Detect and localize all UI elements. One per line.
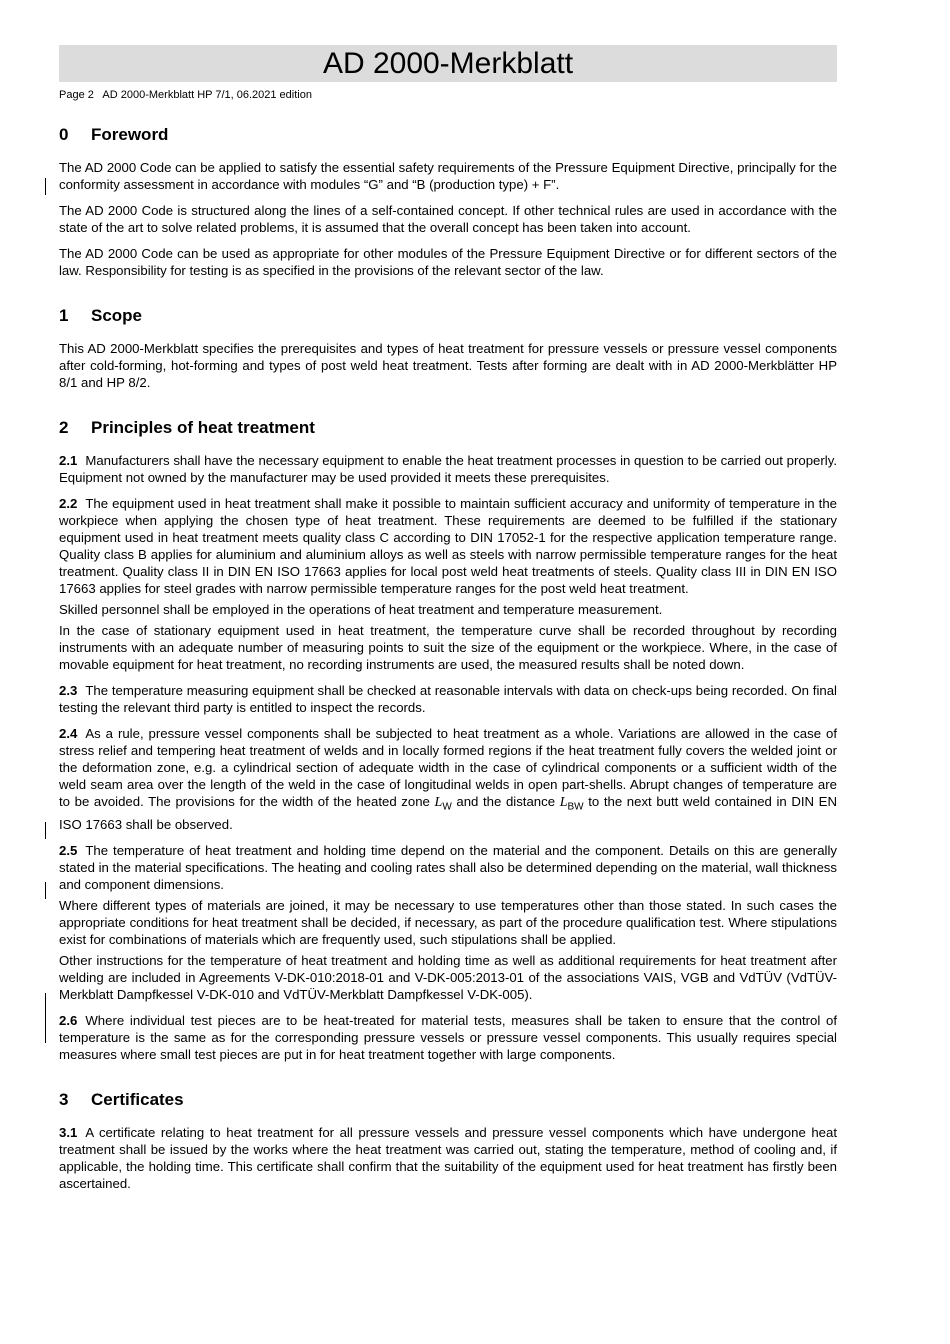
clause-2-1: 2.1 Manufacturers shall have the necessary equipment to enable the heat treatment processes in question to be carried out properly. Equipment not owned by the manufacturer may be used provided it meets these prerequisites. [59, 453, 837, 485]
section-foreword [59, 124, 837, 279]
section-heading: 0 Foreword [59, 125, 169, 144]
change-bar [45, 178, 46, 195]
clause-2-4: 2.4 As a rule, pressure vessel components shall be subjected to heat treatment as a whole. Variations are allowed in the case of stress relief and tempering heat treatment of welds and in locally formed regions if the heat treatment fully covers the welded joint or the deformation zone, e.g. a cylindrical section of adequate width in the case of cylindrical components or a sufficient width of the weld seam area over the length of the weld in the case of longitudinal welds in open part-shells. Abrupt changes of temperature are to be avoided. The provisions for the width of the heated zone $L_W$ and the distance $L_{BW}$ to the next butt weld contained in DIN EN ISO 17663 shall be observed. [59, 726, 837, 832]
section-heading: 3 Certificates [59, 1089, 184, 1109]
document-body [59, 124, 837, 1211]
clause-2-3: 2.3 The temperature measuring equipment shall be checked at reasonable intervals with data on check-ups being recorded. On final testing the relevant third party is entitled to inspect the records. [59, 683, 837, 715]
paragraph: The AD 2000 Code can be applied to satisfy the essential safety requirements of the Pressure Equipment Directive, principally for the conformity assessment in accordance with modules “G” and “B (production type) + F”. [59, 160, 837, 192]
symbol-l: L [559, 795, 568, 810]
paragraph: Skilled personnel shall be employed in the operations of heat treatment and temperature measurement. [59, 602, 663, 617]
section-certificates [59, 1089, 837, 1192]
clause-2-5: 2.5 The temperature of heat treatment and holding time depend on the material and the component. Details on this are generally stated in the material specifications. The heating and cooling rates shall also be determined depending on the material, wall thickness and component dimensions. [59, 842, 837, 892]
paragraph: The AD 2000 Code can be used as appropriate for other modules of the Pressure Equipment Directive or for different sectors of the law. Responsibility for testing is as specified in the provisions of the relevant sector of the law. [59, 246, 837, 278]
change-bar [45, 993, 46, 1043]
paragraph: In the case of stationary equipment used in heat treatment, the temperature curve shall be recorded throughout by recording instruments with an adequate number of measuring points to suit the size of the equipment or the workpiece. Where, in the case of movable equipment for heat treatment, no recording instruments are used, the measured results shall be noted down. [59, 623, 837, 672]
page-info: Page 2 AD 2000-Merkblatt HP 7/1, 06.2021 edition [59, 89, 312, 101]
paragraph: This AD 2000-Merkblatt specifies the prerequisites and types of heat treatment for pressure vessels or pressure vessel components after cold-forming, hot-forming and types of post weld heat treatment. Tests after forming are dealt with in AD 2000-Merkblätter HP 8/1 and HP 8/2. [59, 341, 837, 390]
paragraph: Where different types of materials are joined, it may be necessary to use temperatures other than those stated. In such cases the appropriate conditions for heat treatment shall be decided, if necessary, as part of the procedure qualification test. Where stipulations exist for combinations of materials which are frequently used, such stipulations shall be applied. [59, 897, 837, 947]
paragraph: Other instructions for the temperature of heat treatment and holding time as well as additional requirements for heat treatment after welding are included in Agreements V-DK-010:2018-01 and V-DK-005:2013-01 of the associations VAIS, VGB and VdTÜV (VdTÜV-Merkblatt Dampfkessel V-DK-010 and VdTÜV-Merkblatt Dampfkessel V-DK-005). [59, 952, 837, 1002]
symbol-l: L [434, 795, 443, 810]
change-bar [45, 822, 46, 839]
paragraph: The AD 2000 Code is structured along the lines of a self-contained concept. If other technical rules are used in accordance with the state of the art to solve related problems, it is assumed that the overall concept has been taken into account. [59, 203, 837, 235]
document-title: AD 2000-Merkblatt [59, 45, 837, 82]
section-heading: 1 Scope [59, 306, 143, 325]
clause-2-6: 2.6 Where individual test pieces are to be heat-treated for material tests, measures shall be taken to ensure that the control of temperature is the same as for the corresponding pressure vessels or pressure vessel components. This usually requires special measures where small test pieces are put in for heat treatment together with large components. [59, 1012, 837, 1062]
section-scope [59, 305, 837, 391]
section-principles [59, 417, 837, 1063]
section-heading: 2 Principles of heat treatment [59, 418, 315, 437]
clause-3-1: 3.1 A certificate relating to heat treatment for all pressure vessels and pressure vessel components which have undergone heat treatment shall be issued by the works where the heat treatment was carried out, stating the temperature, method of cooling and, if applicable, the holding time. This certificate shall confirm that the suitability of the equipment used for heat treatment has firstly been ascertained. [59, 1124, 837, 1191]
change-bar [45, 882, 46, 899]
clause-2-2: 2.2 The equipment used in heat treatment shall make it possible to maintain sufficient accuracy and uniformity of temperature in the workpiece when applying the chosen type of heat treatment. These requirements are deemed to be fulfilled if the stationary equipment used in heat treatment meets quality class C according to DIN 17052-1 for the respective application temperature range. Quality class B applies for aluminium and aluminium alloys as well as steels with narrow permissible temperature ranges for the heat treatment. Quality class II in DIN EN ISO 17663 applies for local post weld heat treatments of steels. Quality class III in DIN EN ISO 17663 applies for steel grades with narrow permissible temperature ranges for the post weld heat treatment. [59, 496, 837, 596]
